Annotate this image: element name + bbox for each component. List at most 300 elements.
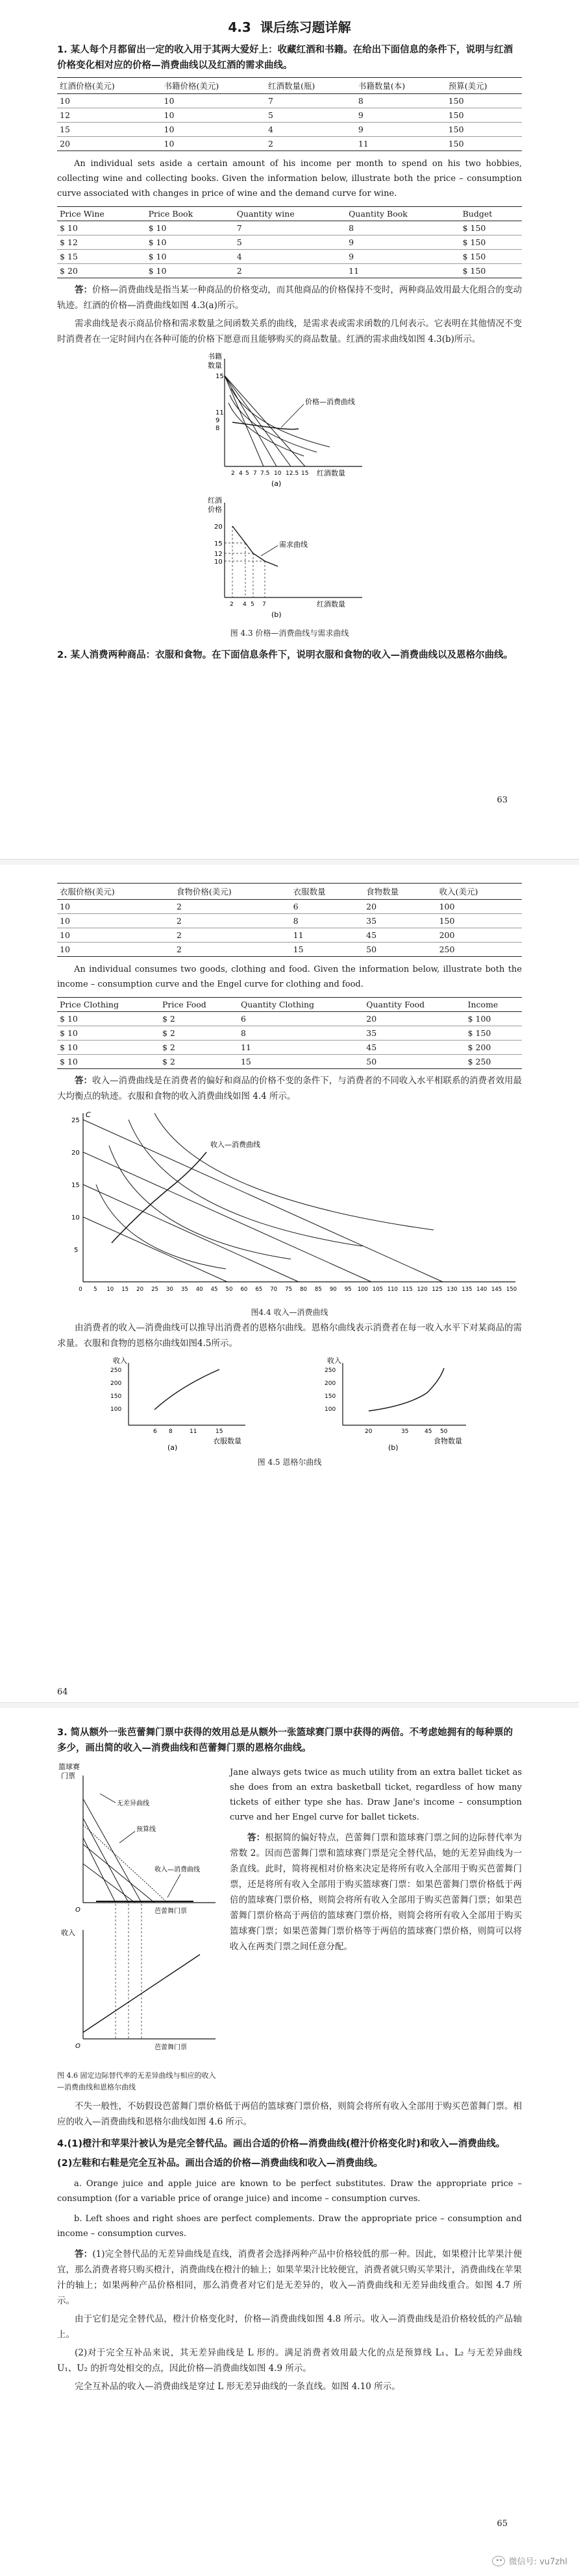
tick-label: 250 bbox=[110, 1367, 122, 1374]
q4-answer-p2: (2)对于完全互补品来说，其无差异曲线是 L 形的。满足消费者效用最大化的点是预算线 L₁、L₂ 与无差异曲线 U₁、U₂ 的折弯处相交的点，因此价格—消费曲线如图 4.9 所示。 bbox=[57, 2348, 522, 2374]
table-cell: 6 bbox=[238, 1012, 363, 1026]
table-cell: 45 bbox=[363, 928, 436, 943]
tick-label: 125 bbox=[432, 1286, 443, 1293]
q4-prompt-2: (2)左鞋和右鞋是完全互补品。画出合适的价格—消费曲线和收入—消费曲线。 bbox=[57, 2158, 383, 2169]
table-header: Quantity wine bbox=[234, 207, 346, 221]
table-row bbox=[57, 250, 522, 264]
table-cell: $ 200 bbox=[465, 1041, 522, 1055]
leader-line bbox=[100, 1794, 116, 1803]
q1-prompt: 1. 某人每个月都留出一定的收入用于其两大爱好上：收藏红酒和书籍。在给出下面信息的条件下，说明与红酒价格变化相对应的价格—消费曲线以及红酒的需求曲线。 bbox=[57, 45, 513, 71]
answer-label: 答： bbox=[75, 2249, 93, 2259]
tick-label: 12 bbox=[214, 551, 223, 558]
engel-curve bbox=[369, 1368, 444, 1411]
x-axis-label: 红酒数量 bbox=[317, 600, 345, 608]
table-header-row bbox=[57, 884, 522, 900]
tick-label: 130 bbox=[447, 1286, 458, 1293]
figure-4-3b bbox=[208, 496, 362, 619]
table-cell: 150 bbox=[437, 914, 522, 928]
table-cell: 6 bbox=[291, 900, 363, 914]
answer-label: 答： bbox=[75, 285, 93, 295]
tick-label: 2 bbox=[231, 470, 235, 477]
table-cell: $ 10 bbox=[57, 1012, 160, 1026]
price-consumption-curve bbox=[232, 422, 299, 429]
answer-text: 收入—消费曲线是在消费者的偏好和商品的价格不变的条件下，与消费者的不同收入水平相联系的消费者效用最大均衡点的轨迹。衣服和食物的收入消费曲线如图 4.4 所示。 bbox=[57, 1076, 523, 1101]
tick-label: 10 bbox=[214, 559, 223, 566]
table-cell: 2 bbox=[174, 928, 291, 943]
leader-line bbox=[281, 404, 304, 427]
table-cell: $ 150 bbox=[465, 1026, 522, 1041]
table-row bbox=[57, 1012, 522, 1026]
tick-label: 20 bbox=[136, 1286, 144, 1293]
wechat-icon bbox=[492, 2556, 505, 2566]
table-cell: $ 10 bbox=[57, 1026, 160, 1041]
table-cell: 100 bbox=[437, 900, 522, 914]
page-number: 63 bbox=[497, 795, 508, 805]
figure-4-5b bbox=[325, 1356, 466, 1451]
table-cell: 4 bbox=[265, 123, 356, 137]
table-cell: $ 2 bbox=[160, 1055, 238, 1069]
q1-english: An individual sets aside a certain amount of his income per month to spend on his two hobbies, collecting wine and collecting books. Given the information below, illustrate both the price – consumption curve associated with changes in price of wine and the demand curve for wine. bbox=[57, 159, 522, 199]
table-cell: $ 15 bbox=[57, 250, 146, 264]
table-row bbox=[57, 1041, 522, 1055]
page-63-content bbox=[57, 0, 522, 667]
indifference-curve bbox=[154, 1113, 434, 1230]
tick-label: 140 bbox=[476, 1286, 487, 1293]
table-cell: 9 bbox=[346, 235, 460, 250]
table-cell: 150 bbox=[446, 123, 522, 137]
origin-label: O bbox=[75, 2043, 80, 2050]
table-cell: 8 bbox=[346, 221, 460, 235]
table-cell: $ 150 bbox=[460, 221, 522, 235]
q2-table-en bbox=[57, 997, 522, 1069]
q4-answer-p3: 完全互补品的收入—消费曲线是穿过 L 形无差异曲线的一条直线。如图 4.10 所示。 bbox=[75, 2381, 400, 2392]
q2-english: An individual consumes two goods, clothing and food. Given the information below, illustrate both the income – consumption curve and the Engel curve for clothing and food. bbox=[57, 965, 522, 989]
curve-label: 无差异曲线 bbox=[117, 1800, 149, 1807]
table-cell: 15 bbox=[57, 123, 162, 137]
answer-text: 价格—消费曲线是指当某一种商品的价格变动，而其他商品的价格保持不变时，两种商品效用最大化组合的变动轨迹。红酒的价格—消费曲线如图 4.3(a)所示。 bbox=[57, 285, 523, 311]
curve-label: 预算线 bbox=[136, 1826, 156, 1833]
tick-label: 45 bbox=[210, 1286, 218, 1293]
q4-answer-p1b: 由于它们是完全替代品，橙汁价格变化时，价格—消费曲线如图 4.8 所示。收入—消费曲线是沿价格较低的产品轴上。 bbox=[57, 2314, 522, 2340]
q3-text-column bbox=[230, 1760, 522, 2096]
table-cell: 50 bbox=[363, 1055, 465, 1069]
table-cell: $ 10 bbox=[57, 1041, 160, 1055]
table-cell: 10 bbox=[57, 928, 174, 943]
table-row bbox=[57, 235, 522, 250]
tick-label: 100 bbox=[325, 1406, 336, 1413]
x-axis-label: 芭蕾舞门票 bbox=[154, 2044, 187, 2051]
tick-label: 100 bbox=[110, 1406, 122, 1413]
table-row bbox=[57, 123, 522, 137]
tick-label: 50 bbox=[225, 1286, 233, 1293]
table-row bbox=[57, 94, 522, 108]
indifference-curve bbox=[96, 1185, 226, 1269]
page-64-content bbox=[57, 879, 522, 1470]
table-cell: 11 bbox=[356, 137, 446, 151]
table-header: 食物数量 bbox=[363, 884, 436, 900]
table-header: Budget bbox=[460, 207, 522, 221]
tick-label: 105 bbox=[372, 1286, 384, 1293]
table-cell: 7 bbox=[234, 221, 346, 235]
table-cell: 20 bbox=[363, 1012, 465, 1026]
curve-label: 需求曲线 bbox=[279, 540, 308, 549]
q3-english: Jane always gets twice as much utility from an extra ballet ticket as she does from an extra basketball ticket, regardless of how many tickets of either type she has. Draw Jane's income – consumption curve and her Engel curve for ballet tickets. bbox=[230, 1768, 522, 1822]
figure-4-6-caption: 图 4.6 固定边际替代率的无差异曲线与相应的收入—消费曲线和恩格尔曲线 bbox=[57, 2071, 216, 2091]
q2-table-cn bbox=[57, 883, 522, 957]
figure-4-3a bbox=[208, 352, 362, 488]
tick-label: 5 bbox=[245, 470, 249, 477]
tick-label: 7 bbox=[253, 470, 257, 477]
leader-line bbox=[261, 546, 278, 556]
tick-label: 95 bbox=[344, 1286, 352, 1293]
tick-label: 7 bbox=[262, 601, 266, 608]
tick-label: 11 bbox=[216, 409, 224, 416]
section-title bbox=[57, 0, 522, 36]
tick-label: 150 bbox=[110, 1393, 122, 1400]
subfigure-label: (a) bbox=[271, 479, 282, 488]
tick-label: 45 bbox=[425, 1428, 432, 1435]
table-cell: 2 bbox=[265, 137, 356, 151]
y-axis-label: C bbox=[86, 1111, 91, 1119]
tick-label: 35 bbox=[401, 1428, 409, 1435]
table-header: 预算(美元) bbox=[446, 78, 522, 94]
section-title-text: 课后练习题详解 bbox=[260, 19, 351, 35]
subfigure-label: (a) bbox=[167, 1443, 178, 1451]
table-cell: $ 10 bbox=[146, 221, 234, 235]
tick-label: 15 bbox=[121, 1286, 129, 1293]
tick-label: 15 bbox=[71, 1182, 80, 1189]
answer-text: (1)完全替代品的无差异曲线是直线，消费者会选择两种产品中价格较低的那一种。因此，如果橙汁比苹果汁便宜，那么消费者将只购买橙汁，消费曲线在橙汁的轴上；如果苹果汁比较便宜，消费者就只购买苹果汁，消费曲线在苹果汁的轴上；如果两种产品价格相同，那么消费者对它们是无差异的，收入—消费曲线和无差异曲线重合。如图 4.7 所示。 bbox=[57, 2249, 522, 2306]
q2-answer-p1 bbox=[57, 1073, 522, 1104]
table-cell: 35 bbox=[363, 914, 436, 928]
budget-line bbox=[83, 1120, 443, 1282]
table-cell: $ 150 bbox=[460, 235, 522, 250]
tick-label: 20 bbox=[365, 1428, 373, 1435]
table-cell: 10 bbox=[57, 94, 162, 108]
table-cell: 12 bbox=[57, 108, 162, 123]
tick-label: 25 bbox=[151, 1286, 158, 1293]
table-cell: 10 bbox=[57, 914, 174, 928]
curve-label: 收入—消费曲线 bbox=[154, 1866, 200, 1873]
budget-line bbox=[83, 1844, 154, 1903]
table-row bbox=[57, 108, 522, 123]
table-header: 食物价格(美元) bbox=[174, 884, 291, 900]
y-axis-label: 红酒 bbox=[208, 496, 222, 505]
page-65-content bbox=[57, 1718, 522, 2397]
q1-table-en bbox=[57, 206, 522, 278]
answer-text: 根据简的偏好特点，芭蕾舞门票和篮球赛门票之间的边际替代率为常数 2。因而芭蕾舞门票和篮球赛门票是完全替代品，她的无差异曲线为一条直线。此时，简将视相对价格来决定是将所有收入全部用于购买芭蕾舞门票，还是将所有收入全部用于购买篮球赛门票：如果芭蕾舞门票价格低于两倍的篮球赛门票价格，则简会将所有收入全部用于购买芭蕾舞门票；如果芭蕾舞门票价格高于两倍的篮球赛门票价格，则简会将所有收入全部用于购买篮球赛门票；如果芭蕾舞门票价格等于两倍的篮球赛门票价格，则简可以将收入在两类门票之间任意分配。 bbox=[230, 1833, 523, 1952]
tick-label: 90 bbox=[329, 1286, 337, 1293]
table-cell: 9 bbox=[356, 123, 446, 137]
table-header: Income bbox=[465, 998, 522, 1012]
tick-label: 70 bbox=[270, 1286, 278, 1293]
table-cell: $ 150 bbox=[460, 250, 522, 264]
tick-label: 200 bbox=[110, 1380, 122, 1387]
table-header: 红酒价格(美元) bbox=[57, 78, 162, 94]
figure-4-6-column bbox=[57, 1760, 219, 2096]
table-cell: 9 bbox=[356, 108, 446, 123]
tick-label: 7.5 bbox=[260, 470, 270, 477]
q4-english-b: b. Left shoes and right shoes are perfect complements. Draw the appropriate price – consumption and income – consumption curves. bbox=[57, 2214, 522, 2239]
table-cell: 9 bbox=[346, 250, 460, 264]
table-cell: 10 bbox=[162, 137, 266, 151]
table-cell: $ 150 bbox=[460, 264, 522, 278]
q1-answer-p1 bbox=[57, 282, 522, 313]
table-cell: 2 bbox=[174, 914, 291, 928]
figure-4-3 bbox=[57, 350, 522, 622]
table-cell: $ 12 bbox=[57, 235, 146, 250]
table-cell: 11 bbox=[291, 928, 363, 943]
figure-4-5a bbox=[110, 1356, 245, 1451]
y-axis-label: 门票 bbox=[61, 1772, 75, 1780]
answer-label: 答： bbox=[247, 1833, 265, 1843]
table-cell: $ 250 bbox=[465, 1055, 522, 1069]
figure-4-5-caption: 图 4.5 恩格尔曲线 bbox=[257, 1458, 322, 1467]
tick-label: 10 bbox=[106, 1286, 114, 1293]
tick-label: 10 bbox=[71, 1214, 80, 1222]
table-cell: 10 bbox=[57, 943, 174, 957]
tick-label: 11 bbox=[190, 1428, 197, 1435]
figure-4-4-caption: 图4.4 收入—消费曲线 bbox=[251, 1308, 328, 1317]
table-cell: $ 2 bbox=[160, 1041, 238, 1055]
table-row bbox=[57, 137, 522, 151]
figure-4-6b bbox=[61, 1904, 216, 2051]
tick-label: 15 bbox=[216, 373, 224, 380]
table-row bbox=[57, 221, 522, 235]
y-axis-label: 收入 bbox=[327, 1356, 341, 1365]
table-cell: 2 bbox=[174, 943, 291, 957]
tick-label: 40 bbox=[195, 1286, 203, 1293]
table-cell: $ 10 bbox=[57, 221, 146, 235]
table-cell: 45 bbox=[363, 1041, 465, 1055]
table-cell: 20 bbox=[363, 900, 436, 914]
table-cell: 8 bbox=[238, 1026, 363, 1041]
table-header: Quantity Food bbox=[363, 998, 465, 1012]
table-cell: $ 2 bbox=[160, 1012, 238, 1026]
tick-label: 145 bbox=[491, 1286, 502, 1293]
table-cell: 200 bbox=[437, 928, 522, 943]
figure-4-5 bbox=[57, 1354, 522, 1451]
table-cell: 4 bbox=[234, 250, 346, 264]
table-header: Quantity Book bbox=[346, 207, 460, 221]
tick-label: 30 bbox=[166, 1286, 173, 1293]
table-row bbox=[57, 900, 522, 914]
table-row bbox=[57, 1055, 522, 1069]
table-header: Price Wine bbox=[57, 207, 146, 221]
leader-line bbox=[119, 1831, 135, 1843]
subfigure-label: (b) bbox=[388, 1443, 399, 1451]
tick-label: 15 bbox=[214, 540, 223, 548]
table-cell: 10 bbox=[57, 900, 174, 914]
tick-label: 110 bbox=[387, 1286, 398, 1293]
table-cell: 10 bbox=[162, 123, 266, 137]
table-header: 收入(美元) bbox=[437, 884, 522, 900]
table-cell: $ 10 bbox=[146, 250, 234, 264]
tick-label: 100 bbox=[357, 1286, 369, 1293]
figure-4-3-caption: 图 4.3 价格—消费曲线与需求曲线 bbox=[230, 629, 349, 638]
q3-answer-p1 bbox=[230, 1830, 522, 1955]
indifference-curve bbox=[129, 1120, 362, 1246]
tick-label: 150 bbox=[325, 1393, 336, 1400]
tick-label: 5 bbox=[74, 1247, 79, 1254]
table-cell: $ 2 bbox=[160, 1026, 238, 1041]
budget-line bbox=[83, 1152, 371, 1282]
curve-label: 收入—消费曲线 bbox=[210, 1140, 260, 1149]
table-cell: 150 bbox=[446, 137, 522, 151]
tick-label: 120 bbox=[417, 1286, 428, 1293]
budget-line bbox=[83, 1864, 135, 1903]
q1-answer-p2: 需求曲线是表示商品价格和需求数量之间函数关系的曲线，是需求表或需求函数的几何表示。它表明在其他情况不变时消费者在一定时间内在各种可能的价格下愿意而且能够购买的商品数量。红酒的需求曲线如图 4.3(b)所示。 bbox=[57, 319, 522, 344]
table-cell: 50 bbox=[363, 943, 436, 957]
tick-label: 15 bbox=[216, 1428, 223, 1435]
y-axis-label: 收入 bbox=[61, 1929, 75, 1937]
q3-prompt: 3. 简从额外一张芭蕾舞门票中获得的效用总是从额外一张篮球赛门票中获得的两倍。不考虑她拥有的每种票的多少，画出简的收入—消费曲线和芭蕾舞门票的恩格尔曲线。 bbox=[57, 1727, 513, 1753]
table-header-row bbox=[57, 207, 522, 221]
table-cell: 2 bbox=[174, 900, 291, 914]
tick-label: 5 bbox=[93, 1286, 97, 1293]
table-row bbox=[57, 943, 522, 957]
page-65 bbox=[0, 1708, 579, 2576]
q1-table-cn bbox=[57, 77, 522, 151]
table-header: 书籍价格(美元) bbox=[162, 78, 266, 94]
watermark bbox=[492, 2555, 567, 2567]
table-cell: 150 bbox=[446, 108, 522, 123]
table-cell: 15 bbox=[238, 1055, 363, 1069]
x-axis-label: 芭蕾舞门票 bbox=[154, 1908, 187, 1915]
tick-label: 4 bbox=[243, 601, 247, 608]
table-header: Quantity Clothing bbox=[238, 998, 363, 1012]
q2-answer-p2: 由消费者的收入—消费曲线可以推导出消费者的恩格尔曲线。恩格尔曲线表示消费者在每一收入水平下对某商品的需求量。衣服和食物的恩格尔曲线如图4.5所示。 bbox=[57, 1323, 522, 1349]
table-cell: $ 100 bbox=[465, 1012, 522, 1026]
table-row bbox=[57, 928, 522, 943]
tick-label: 0 bbox=[79, 1286, 82, 1293]
section-number: 4.3 bbox=[228, 19, 251, 35]
y-axis-label: 收入 bbox=[113, 1356, 127, 1365]
table-cell: 10 bbox=[162, 108, 266, 123]
page-64 bbox=[0, 865, 579, 1708]
table-cell: $ 10 bbox=[146, 235, 234, 250]
engel-curve bbox=[154, 1369, 219, 1410]
x-axis-label: 衣服数量 bbox=[213, 1437, 241, 1445]
table-header-row bbox=[57, 78, 522, 94]
table-cell: $ 10 bbox=[146, 264, 234, 278]
tick-label: 25 bbox=[71, 1117, 80, 1124]
tick-label: 200 bbox=[325, 1380, 336, 1387]
table-cell: $ 10 bbox=[57, 1055, 160, 1069]
table-cell: 2 bbox=[234, 264, 346, 278]
x-axis-label: 红酒数量 bbox=[317, 469, 345, 477]
table-cell: 20 bbox=[57, 137, 162, 151]
y-axis-label: 篮球赛 bbox=[58, 1763, 80, 1771]
indifference-curve bbox=[109, 1146, 291, 1259]
table-row bbox=[57, 914, 522, 928]
y-axis-label: 书籍 bbox=[208, 352, 222, 361]
tick-label: 6 bbox=[153, 1428, 157, 1435]
curve-label: 价格—消费曲线 bbox=[305, 398, 355, 406]
page-number: 65 bbox=[497, 2519, 508, 2529]
table-cell: 35 bbox=[363, 1026, 465, 1041]
table-cell: 8 bbox=[356, 94, 446, 108]
page-number: 64 bbox=[57, 1687, 68, 1697]
tick-label: 115 bbox=[402, 1286, 413, 1293]
tick-label: 250 bbox=[325, 1367, 336, 1374]
tick-label: 50 bbox=[440, 1428, 448, 1435]
table-header: 红酒数量(瓶) bbox=[265, 78, 356, 94]
x-tick-labels bbox=[79, 1286, 517, 1293]
tick-label: 150 bbox=[506, 1286, 517, 1293]
q3-answer-p2: 不失一般性，不妨假设芭蕾舞门票价格低于两倍的篮球赛门票价格，则简会将所有收入全部用于购买芭蕾舞门票。相应的收入—消费曲线和恩格尔曲线如图 4.6 所示。 bbox=[57, 2101, 522, 2127]
q2-prompt: 2. 某人消费两种商品：衣服和食物。在下面信息条件下，说明衣服和食物的收入—消费曲线以及恩格尔曲线。 bbox=[57, 650, 513, 660]
subfigure-label: (b) bbox=[271, 610, 282, 619]
indifference-curve bbox=[83, 1799, 142, 1903]
tick-label: 80 bbox=[300, 1286, 307, 1293]
table-header-row bbox=[57, 998, 522, 1012]
table-header: 衣服价格(美元) bbox=[57, 884, 174, 900]
budget-line bbox=[225, 376, 305, 466]
table-header: Price Food bbox=[160, 998, 238, 1012]
tick-label: 8 bbox=[169, 1428, 173, 1435]
page-63 bbox=[0, 0, 579, 865]
answer-label: 答： bbox=[75, 1076, 93, 1086]
demand-curve bbox=[232, 526, 278, 566]
y-axis-label: 价格 bbox=[208, 505, 222, 514]
q3-two-column bbox=[57, 1760, 522, 2096]
tick-label: 10 bbox=[274, 470, 282, 477]
table-cell: 11 bbox=[238, 1041, 363, 1055]
tick-label: 20 bbox=[71, 1150, 80, 1157]
tick-label: 9 bbox=[216, 417, 220, 424]
table-header: 书籍数量(本) bbox=[356, 78, 446, 94]
table-cell: $ 20 bbox=[57, 264, 146, 278]
q4-answer-p1 bbox=[57, 2246, 522, 2309]
leader-line bbox=[167, 1874, 180, 1897]
tick-label: 60 bbox=[240, 1286, 248, 1293]
tick-label: 5 bbox=[251, 601, 254, 608]
y-axis-label: 数量 bbox=[208, 361, 222, 370]
q4-english-a: a. Orange juice and apple juice are known to be perfect substitutes. Draw the appropriate price – consumption (for a variable price of orange juice) and income – consumption curves. bbox=[57, 2179, 522, 2204]
table-header: Price Clothing bbox=[57, 998, 160, 1012]
tick-label: 12.5 bbox=[286, 470, 299, 477]
figure-4-6 bbox=[57, 1760, 219, 2065]
table-header: Price Book bbox=[146, 207, 234, 221]
tick-label: 65 bbox=[255, 1286, 263, 1293]
tick-label: 15 bbox=[301, 470, 309, 477]
table-cell: 11 bbox=[346, 264, 460, 278]
table-cell: 8 bbox=[291, 914, 363, 928]
figure-4-4 bbox=[57, 1107, 522, 1301]
table-header: 衣服数量 bbox=[291, 884, 363, 900]
tick-label: 75 bbox=[285, 1286, 292, 1293]
table-cell: 15 bbox=[291, 943, 363, 957]
tick-label: 35 bbox=[180, 1286, 188, 1293]
tick-label: 4 bbox=[239, 470, 243, 477]
table-cell: 7 bbox=[265, 94, 356, 108]
tick-label: 135 bbox=[462, 1286, 473, 1293]
origin-label: O bbox=[75, 1907, 80, 1914]
watermark-text: 微信号: vu7zhl bbox=[508, 2557, 567, 2567]
q4-prompt: 4.(1)橙汁和苹果汁被认为是完全替代品。画出合适的价格—消费曲线(橙汁价格变化时)和收入—消费曲线。 bbox=[57, 2139, 506, 2149]
x-axis-label: 食物数量 bbox=[434, 1437, 462, 1445]
table-cell: 150 bbox=[446, 94, 522, 108]
table-cell: 5 bbox=[234, 235, 346, 250]
tick-label: 8 bbox=[216, 425, 220, 432]
table-cell: 5 bbox=[265, 108, 356, 123]
budget-line bbox=[83, 1217, 227, 1282]
table-cell: 250 bbox=[437, 943, 522, 957]
table-cell: 10 bbox=[162, 94, 266, 108]
figure-4-6a bbox=[58, 1762, 216, 1915]
tick-label: 85 bbox=[314, 1286, 322, 1293]
